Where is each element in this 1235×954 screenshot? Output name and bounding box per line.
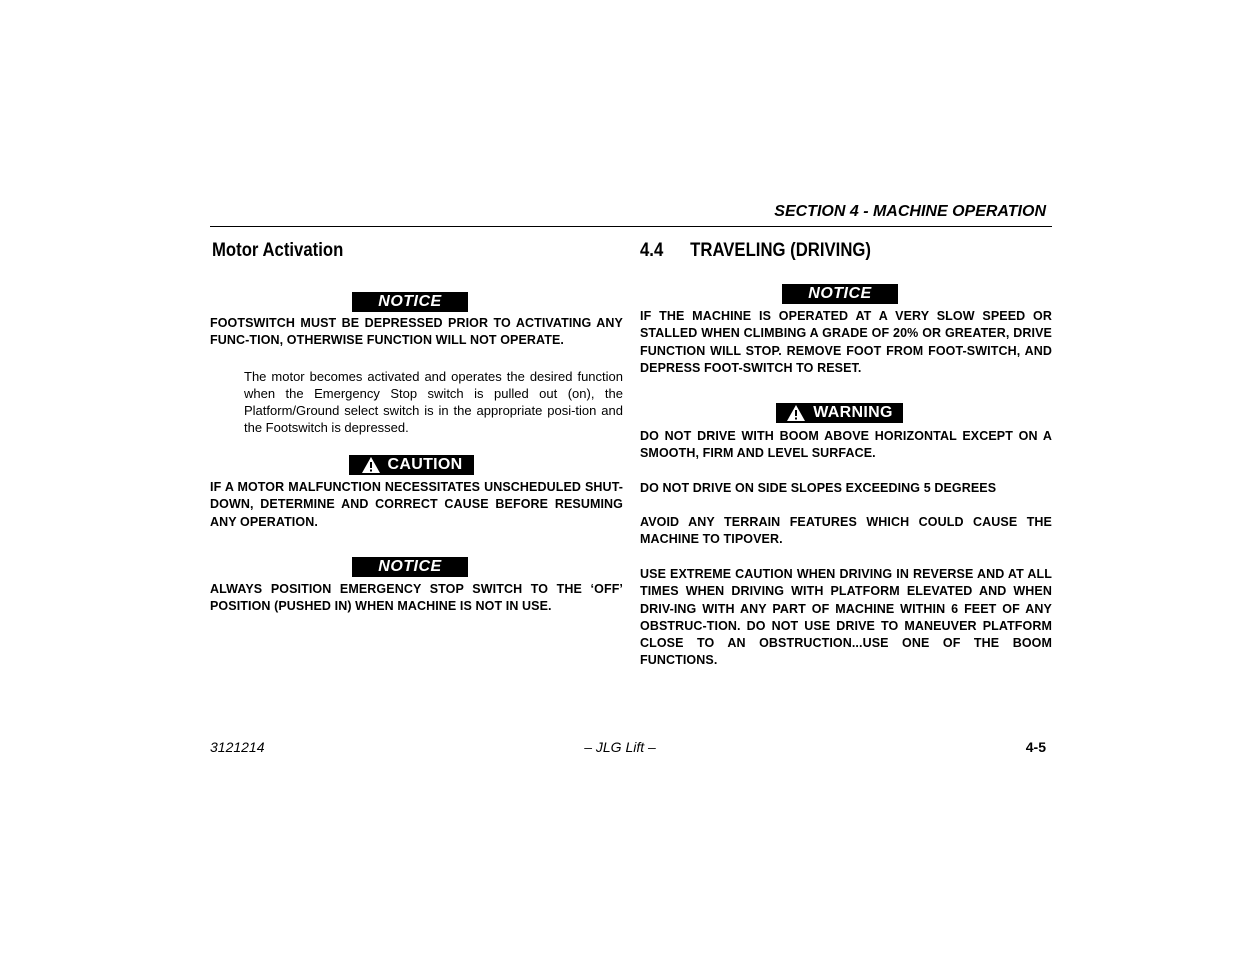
warning-badge bbox=[776, 403, 903, 423]
caution-text: IF A MOTOR MALFUNCTION NECESSITATES UNSCHEDULED SHUT-DOWN, DETERMINE AND CORRECT CAUSE BEFORE RESUMING ANY OPERATION. bbox=[210, 480, 623, 529]
warning-triangle-icon bbox=[786, 404, 806, 422]
warning-item: DO NOT DRIVE ON SIDE SLOPES EXCEEDING 5 DEGREES bbox=[640, 481, 997, 495]
motor-activation-heading: Motor Activation bbox=[212, 240, 344, 261]
footer-center: – JLG Lift – bbox=[584, 739, 656, 755]
notice-badge: NOTICE bbox=[782, 284, 898, 304]
warning-label: WARNING bbox=[813, 404, 893, 421]
heading-title: TRAVELING (DRIVING) bbox=[690, 240, 871, 261]
notice-text: ALWAYS POSITION EMERGENCY STOP SWITCH TO THE ‘OFF’ POSITION (PUSHED IN) WHEN MACHINE IS NOT IN USE. bbox=[210, 582, 623, 614]
caution-badge bbox=[349, 455, 474, 475]
heading-number: 4.4 bbox=[640, 240, 664, 261]
notice-text: FOOTSWITCH MUST BE DEPRESSED PRIOR TO ACTIVATING ANY FUNC-TION, OTHERWISE FUNCTION WILL NOT OPERATE. bbox=[210, 316, 623, 348]
motor-description: The motor becomes activated and operates the desired function when the Emergency Stop switch is pulled out (on), the Platform/Ground select switch is in the appropriate posi-tion and the Footswitch is depressed. bbox=[244, 369, 623, 435]
warning-item: AVOID ANY TERRAIN FEATURES WHICH COULD CAUSE THE MACHINE TO TIPOVER. bbox=[640, 515, 1052, 547]
caution-label: CAUTION bbox=[387, 456, 463, 473]
traveling-heading bbox=[640, 240, 871, 262]
warning-item: DO NOT DRIVE WITH BOOM ABOVE HORIZONTAL EXCEPT ON A SMOOTH, FIRM AND LEVEL SURFACE. bbox=[640, 429, 1052, 461]
header-rule bbox=[210, 226, 1052, 227]
footer-page-number: 4-5 bbox=[1025, 739, 1046, 755]
warning-item: USE EXTREME CAUTION WHEN DRIVING IN REVERSE AND AT ALL TIMES WHEN DRIVING WITH PLATFORM ELEVATED AND WHEN DRIV-ING WITH ANY PART OF MACHINE WITHIN 6 FEET OF ANY OBSTRUC-TION. DO NOT USE DRIVE TO MANEUVER PLATFORM CLOSE TO AN OBSTRUCTION...USE ONE OF THE BOOM FUNCTIONS. bbox=[640, 567, 1052, 668]
footer-doc-number: 3121214 bbox=[210, 739, 265, 755]
notice-text: IF THE MACHINE IS OPERATED AT A VERY SLOW SPEED OR STALLED WHEN CLIMBING A GRADE OF 20% OR GREATER, DRIVE FUNCTION WILL STOP. REMOVE FOOT FROM FOOT-SWITCH, AND DEPRESS FOOT-SWITCH TO RESET. bbox=[640, 309, 1052, 375]
warning-triangle-icon bbox=[361, 456, 381, 474]
section-header: SECTION 4 - MACHINE OPERATION bbox=[774, 203, 1046, 220]
notice-badge: NOTICE bbox=[352, 292, 468, 312]
notice-badge: NOTICE bbox=[352, 557, 468, 577]
